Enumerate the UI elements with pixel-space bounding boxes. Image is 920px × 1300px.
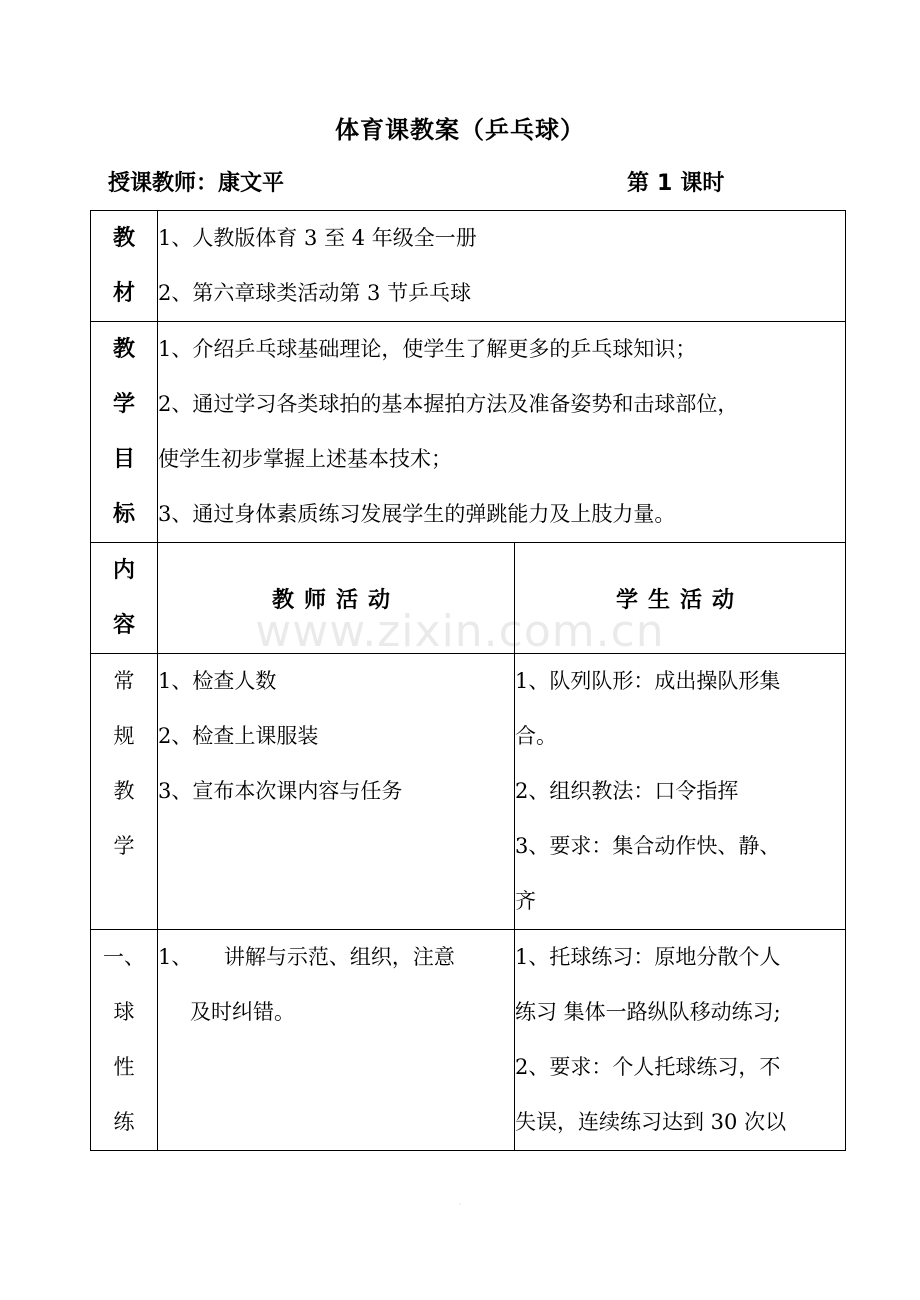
lesson-period <box>627 166 724 197</box>
period-number: 1 <box>657 171 673 196</box>
student-activity-header: 学生活动 <box>515 543 846 654</box>
objectives-row <box>91 322 846 543</box>
routine-teacher-activity <box>158 654 515 930</box>
period-suffix: 课时 <box>680 171 725 196</box>
objective-line: 使学生初步掌握上述基本技术； <box>158 447 452 471</box>
textbook-label: 教 材 <box>91 211 158 322</box>
objective-line: 1、介绍乒乓球基础理论，使学生了解更多的乒乓球知识； <box>158 337 697 361</box>
routine-label: 常 规 教 学 <box>91 654 158 930</box>
ball-student-line: 1、托球练习：原地分散个人 <box>515 945 781 969</box>
ball-teacher-line: 及时纠错。 <box>190 1000 295 1024</box>
objective-line: 2、通过学习各类球拍的基本握拍方法及准备姿势和击球部位， <box>158 392 739 416</box>
routine-student-line: 1、队列队形：成出操队形集 <box>515 669 781 693</box>
routine-student-line: 3、要求：集合动作快、静、 <box>515 834 781 858</box>
content-label: 内 容 <box>91 543 158 654</box>
watermark: www.zixin.com.cn <box>255 606 665 657</box>
ball-student-line: 2、要求：个人托球练习，不 <box>515 1055 781 1079</box>
objectives-label: 教 学 目 标 <box>91 322 158 543</box>
ball-practice-label: 一、 球 性 练 <box>91 930 158 1151</box>
textbook-line: 1、人教版体育 3 至 4 年级全一册 <box>158 226 477 250</box>
ball-practice-student-activity <box>515 930 846 1151</box>
ball-teacher-line: 1、 讲解与示范、组织，注意 <box>158 945 455 969</box>
routine-student-line: 齐 <box>515 889 536 913</box>
routine-teacher-line: 2、检查上课服装 <box>158 724 319 748</box>
routine-student-line: 2、组织教法：口令指挥 <box>515 779 739 803</box>
textbook-row <box>91 211 846 322</box>
content-header-row <box>91 543 846 654</box>
routine-teacher-line: 3、宣布本次课内容与任务 <box>158 779 403 803</box>
period-prefix: 第 <box>627 171 650 196</box>
teacher-name: 授课教师：康文平 <box>108 171 285 196</box>
ball-student-line: 失误，连续练习达到 30 次以 <box>515 1110 787 1134</box>
ball-student-line: 练习 集体一路纵队移动练习; <box>515 1000 781 1024</box>
ball-practice-teacher-activity <box>158 930 515 1151</box>
ball-practice-row <box>91 930 846 1151</box>
teacher-activity-header: 教师活动 <box>158 543 515 654</box>
routine-student-line: 合。 <box>515 724 557 748</box>
objectives-content <box>158 322 846 543</box>
lesson-plan-table <box>90 210 846 1151</box>
textbook-content <box>158 211 846 322</box>
textbook-line: 2、第六章球类活动第 3 节乒乓球 <box>158 281 472 305</box>
footer-mark-icon: · <box>458 1200 462 1210</box>
routine-row <box>91 654 846 930</box>
routine-teacher-line: 1、检查人数 <box>158 669 277 693</box>
page-title: 体育课教案（乒乓球） <box>335 116 585 144</box>
objective-line: 3、通过身体素质练习发展学生的弹跳能力及上肢力量。 <box>158 502 676 526</box>
routine-student-activity <box>515 654 846 930</box>
